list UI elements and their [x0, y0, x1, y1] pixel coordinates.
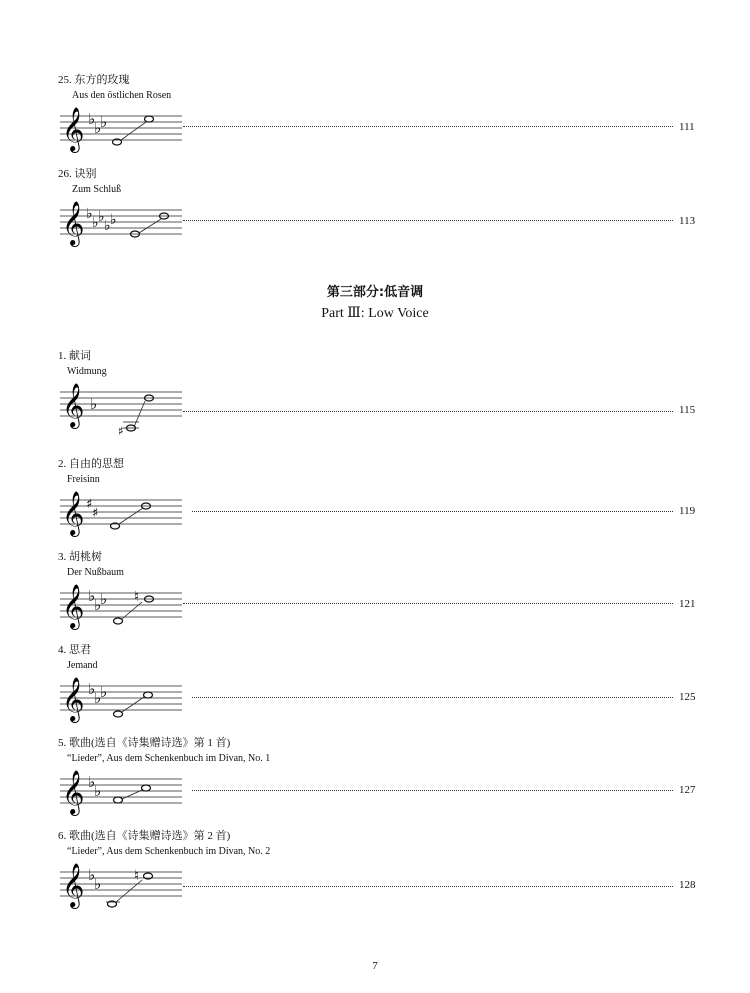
page-number: 121 [679, 598, 696, 610]
flat-icon: ♭ [88, 587, 96, 605]
page-number: 127 [679, 784, 696, 796]
flat-icon: ♭ [94, 689, 102, 707]
flat-icon: ♭ [104, 218, 111, 234]
entry-subtitle: Widmung [67, 366, 107, 377]
flat-icon: ♭ [94, 596, 102, 614]
natural-icon: ♮ [134, 589, 140, 605]
entry-title: 1. 献词 [58, 350, 91, 362]
entry-title: 25. 东方的玫瑰 [58, 74, 130, 86]
flat-icon: ♭ [110, 212, 117, 228]
treble-clef-icon: 𝄞 [62, 770, 85, 814]
page-number: 113 [679, 215, 696, 227]
flat-icon: ♭ [94, 782, 102, 800]
toc-entry[interactable] [0, 642, 750, 722]
dot-leader [183, 886, 673, 887]
dot-leader [183, 220, 673, 221]
flat-icon: ♭ [100, 683, 108, 701]
flat-icon: ♭ [88, 680, 96, 698]
flat-icon: ♭ [100, 113, 108, 131]
flat-icon: ♭ [98, 209, 105, 225]
treble-clef-icon: 𝄞 [62, 863, 85, 907]
entry-subtitle: Aus den östlichen Rosen [72, 90, 172, 101]
sharp-icon: ♯ [118, 424, 124, 438]
music-incipit [60, 765, 182, 825]
music-incipit [60, 858, 182, 918]
treble-clef-icon: 𝄞 [62, 677, 85, 721]
whole-note [114, 711, 123, 717]
entry-title: 26. 诀别 [58, 168, 97, 180]
toc-entry[interactable] [0, 828, 750, 918]
flat-icon: ♭ [86, 206, 93, 222]
music-incipit [60, 196, 182, 256]
entry-subtitle: Jemand [67, 660, 98, 671]
dot-leader [183, 603, 673, 604]
treble-clef-icon: 𝄞 [62, 107, 85, 151]
entry-subtitle: Der Nußbaum [67, 567, 124, 578]
whole-note [142, 785, 151, 791]
flat-icon: ♭ [88, 110, 96, 128]
entry-subtitle: “Lieder”, Aus dem Schenkenbuch im Divan, No. 1 [67, 753, 271, 764]
music-incipit [60, 672, 182, 732]
folio-page-number: 7 [372, 960, 378, 972]
entry-title: 6. 歌曲(选自《诗集赠诗选》第 2 首) [58, 830, 231, 842]
music-incipit [60, 102, 182, 162]
flat-icon: ♭ [90, 395, 98, 413]
dot-leader [183, 126, 673, 127]
page-number: 111 [679, 121, 695, 133]
page-number: 128 [679, 879, 696, 891]
whole-note [114, 618, 123, 624]
page-number: 119 [679, 505, 696, 517]
treble-clef-icon: 𝄞 [62, 491, 85, 535]
entry-title: 4. 思君 [58, 644, 91, 656]
toc-entry[interactable] [0, 456, 750, 536]
treble-clef-icon: 𝄞 [62, 201, 85, 245]
entry-title: 5. 歌曲(选自《诗集赠诗选》第 1 首) [58, 737, 231, 749]
entry-subtitle: Freisinn [67, 474, 100, 485]
flat-icon: ♭ [100, 590, 108, 608]
section-title-cn: 第三部分:低音调 [326, 285, 424, 300]
dot-leader [192, 511, 673, 512]
entry-subtitle: “Lieder”, Aus dem Schenkenbuch im Divan, No. 2 [67, 846, 271, 857]
entry-subtitle: Zum Schluß [72, 184, 122, 195]
whole-note [144, 692, 153, 698]
music-incipit [60, 378, 182, 438]
toc-entry[interactable] [0, 166, 750, 246]
flat-icon: ♭ [94, 875, 102, 893]
whole-note [145, 116, 154, 122]
dot-leader [183, 411, 673, 412]
toc-entry[interactable] [0, 348, 750, 443]
entry-title: 3. 胡桃树 [58, 551, 102, 563]
flat-icon: ♭ [88, 866, 96, 884]
treble-clef-icon: 𝄞 [62, 584, 85, 628]
toc-entry[interactable] [0, 735, 750, 815]
dot-leader [192, 697, 673, 698]
page-number: 125 [679, 691, 696, 703]
page-number: 115 [679, 404, 696, 416]
treble-clef-icon: 𝄞 [62, 383, 85, 427]
toc-entry[interactable] [0, 549, 750, 629]
dot-leader [192, 790, 673, 791]
flat-icon: ♭ [92, 215, 99, 231]
whole-note [114, 797, 123, 803]
flat-icon: ♭ [94, 119, 102, 137]
natural-icon: ♮ [134, 868, 140, 884]
toc-entry[interactable] [0, 72, 750, 152]
flat-icon: ♭ [88, 773, 96, 791]
music-incipit [60, 579, 182, 639]
entry-title: 2. 自由的思想 [58, 458, 124, 470]
section-title-en: Part Ⅲ: Low Voice [321, 306, 429, 321]
music-incipit [60, 486, 182, 546]
sharp-icon: ♯ [86, 497, 93, 512]
sharp-icon: ♯ [92, 506, 99, 521]
